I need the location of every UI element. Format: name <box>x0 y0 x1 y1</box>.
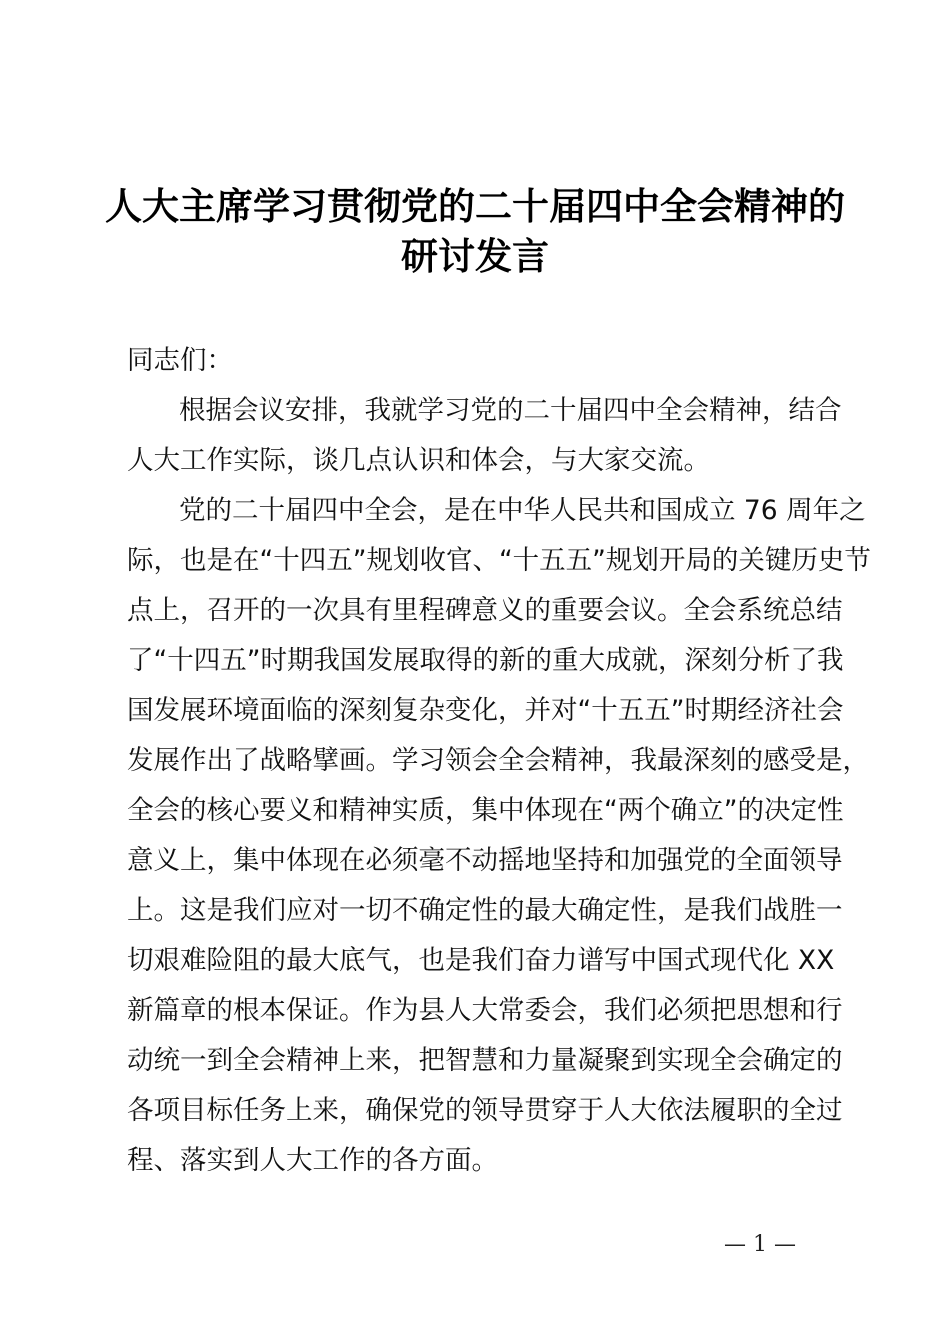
paragraph-1 <box>127 386 847 486</box>
paragraph-line: 程、落实到人大工作的各方面。 <box>127 1145 498 1176</box>
paragraph-line: 发展作出了战略擘画。学习领会全会精神，我最深刻的感受是， <box>127 745 869 776</box>
paragraph-line: 点上，召开的一次具有里程碑意义的重要会议。全会系统总结 <box>127 595 843 626</box>
document-title <box>0 182 950 282</box>
paragraph-line: 新篇章的根本保证。作为县人大常委会，我们必须把思想和行 <box>127 995 843 1026</box>
paragraph-line: 动统一到全会精神上来，把智慧和力量凝聚到实现全会确定的 <box>127 1045 843 1076</box>
paragraph-line: 全会的核心要义和精神实质，集中体现在“两个确立”的决定性 <box>127 795 844 826</box>
paragraph-line: 际，也是在“十四五”规划收官、“十五五”规划开局的关键历史节 <box>127 545 871 576</box>
page-number: — 1 — <box>724 1232 796 1257</box>
paragraph-line: 意义上，集中体现在必须毫不动摇地坚持和加强党的全面领导 <box>127 845 843 876</box>
paragraph-line: 党的二十届四中全会，是在中华人民共和国成立 76 周年之 <box>179 495 866 526</box>
paragraph-line: 人大工作实际，谈几点认识和体会，与大家交流。 <box>127 445 710 476</box>
paragraph-2 <box>127 486 871 1186</box>
paragraph-line: 根据会议安排，我就学习党的二十届四中全会精神，结合 <box>179 395 842 426</box>
document-body <box>127 336 871 1186</box>
title-line-1: 人大主席学习贯彻党的二十届四中全会精神的 <box>105 185 845 228</box>
paragraph-line: 国发展环境面临的深刻复杂变化，并对“十五五”时期经济社会 <box>127 695 844 726</box>
paragraph-line: 了“十四五”时期我国发展取得的新的重大成就，深刻分析了我 <box>127 645 844 676</box>
paragraph-line: 切艰难险阻的最大底气，也是我们奋力谱写中国式现代化 XX <box>127 945 835 976</box>
salutation: 同志们： <box>127 345 233 376</box>
paragraph-line: 上。这是我们应对一切不确定性的最大确定性，是我们战胜一 <box>127 895 843 926</box>
paragraph-line: 各项目标任务上来，确保党的领导贯穿于人大依法履职的全过 <box>127 1095 843 1126</box>
title-line-2: 研讨发言 <box>401 235 549 278</box>
